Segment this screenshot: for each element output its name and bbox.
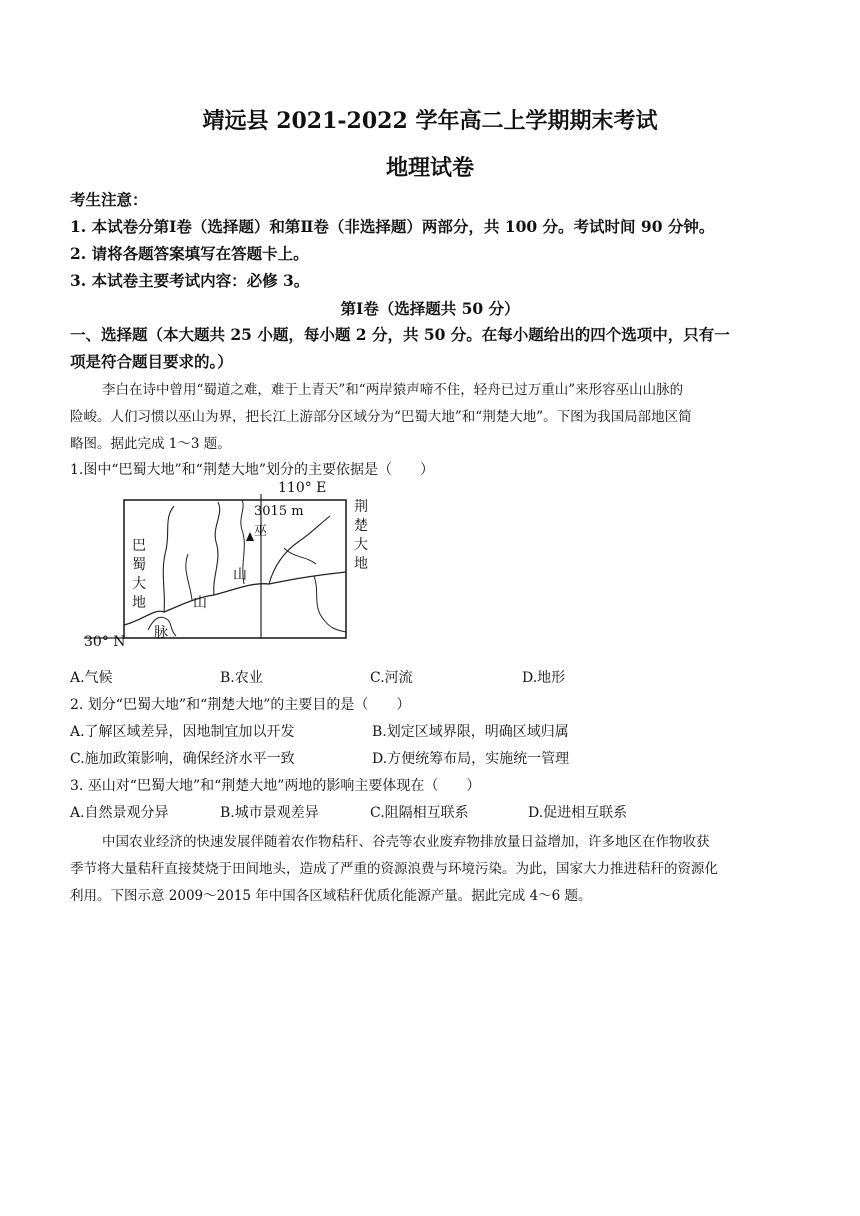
option-b: B.划定区域界限，明确区域归属 (372, 724, 569, 740)
option-a: A.了解区域差异，因地制宜加以开发 (70, 724, 295, 740)
question-stem: 1.图中“巴蜀大地”和“荆楚大地”划分的主要依据是（ ） (70, 462, 434, 478)
map-label-wu: 巫 (254, 524, 268, 539)
passage-line: 利用。下图示意 2009～2015 年中国各区域秸秆优质化能源产量。据此完成 4～6 题。 (70, 888, 592, 904)
passage-line: 季节将大量秸秆直接焚烧于田间地头，造成了严重的资源浪费与环境污染。为此，国家大力推进秸秆的资源化 (70, 861, 718, 877)
option-d: D.方便统筹布局，实施统一管理 (372, 751, 570, 767)
map-label-jingchu: 荆 楚 大 地 (354, 499, 368, 572)
peak-marker (246, 532, 254, 541)
option-c: C.阻隔相互联系 (370, 805, 469, 821)
option-b: B.城市景观差异 (220, 805, 319, 821)
option-d: D.地形 (522, 670, 566, 686)
elevation-label: 3015 m (254, 504, 304, 519)
exam-title: 靖远县 2021-2022 学年高二上学期期末考试 (202, 108, 658, 134)
latitude-label: 30° N (84, 634, 126, 650)
passage-line: 略图。据此完成 1～3 题。 (70, 436, 231, 452)
option-b: B.农业 (220, 670, 263, 686)
river-tributary (314, 576, 346, 632)
notice-item: 3. 本试卷主要考试内容：必修 3。 (70, 271, 310, 290)
passage-line: 中国农业经济的快速发展伴随着农作物秸秆、谷壳等农业废弃物排放量日益增加，许多地区在作物收获 (102, 834, 710, 850)
river-tributary (163, 506, 174, 612)
map-label-mai: 脉 (154, 625, 168, 641)
part-title: 第Ⅰ卷（选择题共 50 分） (340, 299, 520, 318)
option-a: A.气候 (70, 670, 113, 686)
map-label-shan: 山 (233, 567, 247, 583)
question-stem: 2. 划分“巴蜀大地”和“荆楚大地”的主要目的是（ ） (70, 697, 411, 713)
notice-item: 1. 本试卷分第Ⅰ卷（选择题）和第Ⅱ卷（非选择题）两部分，共 100 分。考试时间 90 分钟。 (70, 217, 715, 236)
map-label-bashu: 巴 蜀 大 地 (132, 538, 146, 611)
question-stem: 3. 巫山对“巴蜀大地”和“荆楚大地”两地的影响主要体现在（ ） (70, 778, 481, 794)
longitude-label: 110° E (278, 480, 327, 496)
notice-heading: 考生注意： (70, 190, 148, 209)
passage-line: 险峻。人们习惯以巫山为界，把长江上游部分区域分为“巴蜀大地”和“荆楚大地”。下图为我国局部地区简 (70, 409, 692, 425)
option-c: C.施加政策影响，确保经济水平一致 (70, 751, 295, 767)
notice-item: 2. 请将各题答案填写在答题卡上。 (70, 244, 309, 263)
passage-line: 李白在诗中曾用“蜀道之难，难于上青天”和“两岸猿声啼不住，轻舟已过万重山”来形容巫山山脉的 (102, 382, 684, 398)
subject-title: 地理试卷 (385, 155, 474, 181)
map-label-shan: 山 (193, 595, 207, 611)
option-d: D.促进相互联系 (528, 805, 628, 821)
river-tributary (269, 516, 330, 584)
section-heading: 一、选择题（本大题共 25 小题，每小题 2 分，共 50 分。在每小题给出的四个选项中，只有一 (70, 325, 730, 344)
option-a: A.自然景观分异 (70, 805, 169, 821)
section-heading-cont: 项是符合题目要求的。） (70, 352, 233, 371)
option-c: C.河流 (370, 670, 413, 686)
river-tributary (214, 502, 220, 595)
river-tributary (186, 554, 192, 600)
